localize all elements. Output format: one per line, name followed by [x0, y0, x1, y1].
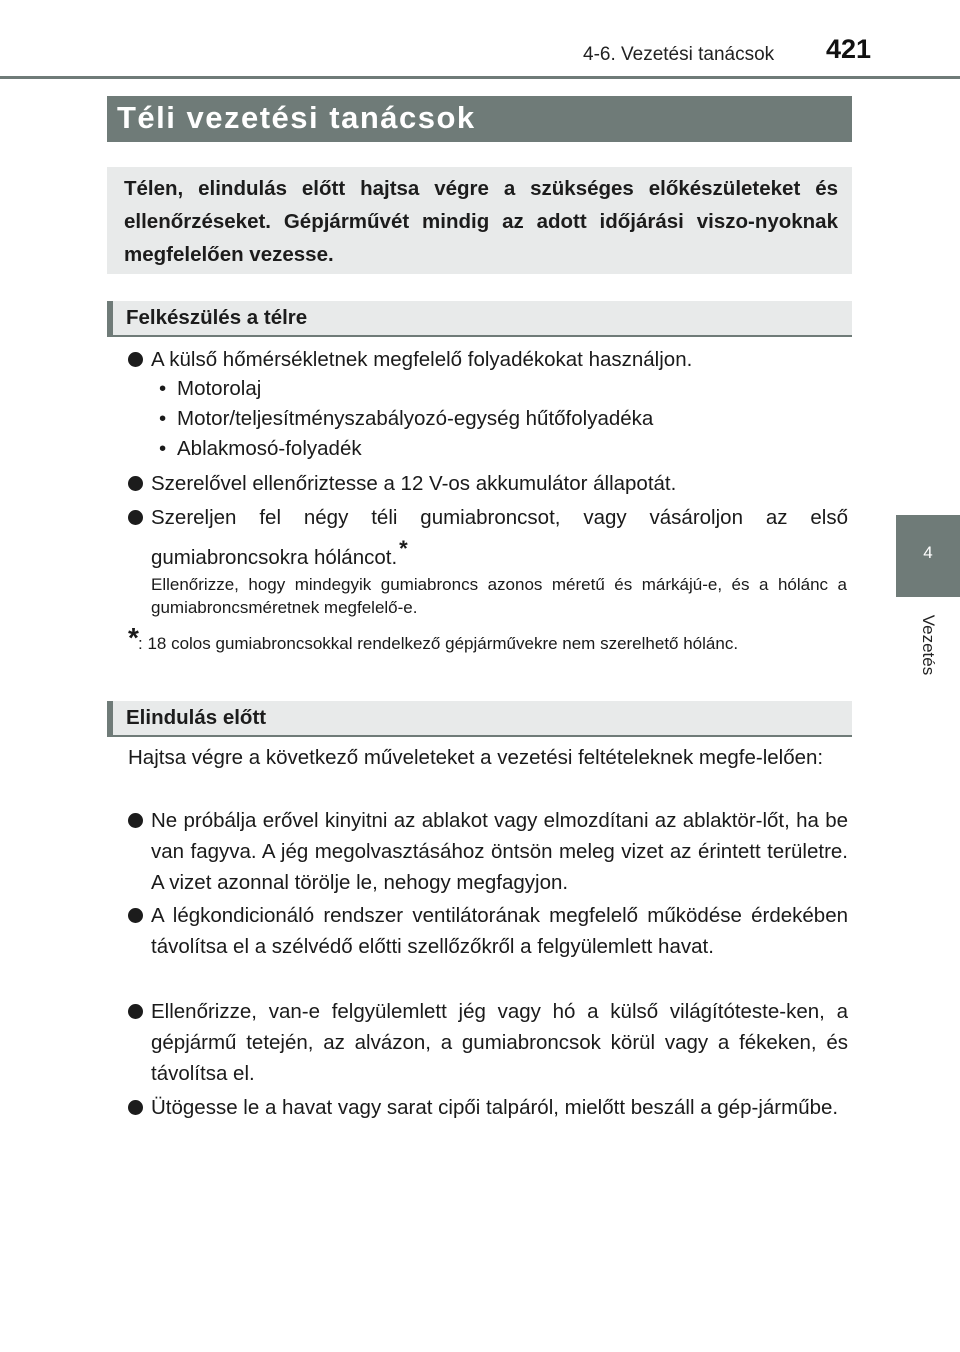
- sub-list-item-text: Ablakmosó-folyadék: [177, 437, 362, 460]
- list-item: [128, 900, 848, 962]
- sub-list-item-text: Motorolaj: [177, 377, 262, 400]
- footnote-text: : 18 colos gumiabroncsokkal rendelkező gépjárművekre nem szerelhető hólánc.: [138, 634, 739, 653]
- list-item: [128, 805, 848, 898]
- list-item-text: Ellenőrizze, van-e felgyülemlett jég vagy hó a külső világítóteste-ken, a gépjármű tetején, az alvázon, a gumiabroncsok körül vagy a fékeken, és távolítsa el.: [151, 1000, 848, 1085]
- intro-box: [107, 167, 852, 274]
- bullet-dot-icon: [128, 813, 143, 828]
- bullet-dot-icon: [128, 1004, 143, 1019]
- list-item-text: Ütögesse le a havat vagy sarat cipői talpáról, mielőtt beszáll a gép-járműbe.: [151, 1096, 839, 1119]
- list-item: [128, 1092, 848, 1123]
- section-heading-before-start: [107, 701, 852, 737]
- list-item-text: Szerelővel ellenőriztesse a 12 V-os akkumulátor állapotát.: [151, 472, 677, 495]
- page-title-bar: [107, 96, 852, 142]
- footnote: [128, 622, 848, 657]
- intro-text: Télen, elindulás előtt hajtsa végre a szükséges előkészületeket és ellenőrzéseket. Gépjárművét mindig az adott időjárási viszo-nyoknak megfelelően vezesse.: [124, 177, 838, 266]
- bullet-dot-icon: [128, 908, 143, 923]
- chapter-number: 4: [923, 543, 933, 562]
- sub-list-item-text: Motor/teljesítményszabályozó-egység hűtőfolyadéka: [177, 407, 654, 430]
- list-item: [128, 996, 848, 1089]
- list-item-text: Ne próbálja erővel kinyitni az ablakot vagy elmozdítani az ablaktör-lőt, ha be van fagyva. A jég megolvasztásához öntsön meleg vizet az érintett területre. A vizet azonnal törölje le, nehogy megfagyjon.: [151, 809, 848, 894]
- bullet-dot-icon: [128, 476, 143, 491]
- list-item-text: A légkondicionáló rendszer ventilátorának megfelelő működése érdekében távolítsa el a szélvédő előtti szellőzőkről a felgyülemlett havat.: [151, 904, 848, 958]
- header-rule: [0, 76, 960, 79]
- footnote-mark: *: [128, 622, 139, 653]
- page-title: Téli vezetési tanácsok: [117, 100, 476, 135]
- bullet-dot-icon: [128, 1100, 143, 1115]
- bullet-dot-icon: [128, 510, 143, 525]
- footnote-reference-mark: *: [399, 536, 408, 561]
- running-header-section: 4-6. Vezetési tanácsok: [583, 44, 775, 65]
- list-item-text: A külső hőmérsékletnek megfelelő folyadékokat használjon.: [151, 348, 693, 371]
- note-text: Ellenőrizze, hogy mindegyik gumiabroncs azonos méretű és márkájú-e, és a hólánc a gumiabroncsméretnek megfelelő-e.: [151, 575, 847, 617]
- list-item: [128, 344, 848, 375]
- sub-bullet-mark: •: [159, 437, 167, 460]
- list-item: [128, 502, 848, 573]
- sub-bullet-mark: •: [159, 407, 167, 430]
- section-heading-preparation: [107, 301, 852, 337]
- sub-list-item: [159, 434, 362, 464]
- sub-list-item: [159, 404, 653, 434]
- sub-list-item: [159, 374, 261, 404]
- section-heading-text: Elindulás előtt: [126, 706, 267, 729]
- bullet-dot-icon: [128, 352, 143, 367]
- section-lead-text: Hajtsa végre a következő műveleteket a vezetési feltételeknek megfe-lelően:: [128, 746, 824, 769]
- list-item-text: Szereljen fel négy téli gumiabroncsot, vagy vásároljon az első gumiabroncsokra hóláncot.: [151, 506, 848, 569]
- chapter-label: Vezetés: [919, 614, 938, 676]
- sub-bullet-mark: •: [159, 377, 167, 400]
- page-number: 421: [826, 34, 872, 64]
- chapter-tab: [896, 515, 960, 597]
- list-item: [128, 468, 848, 499]
- section-heading-text: Felkészülés a télre: [126, 306, 308, 329]
